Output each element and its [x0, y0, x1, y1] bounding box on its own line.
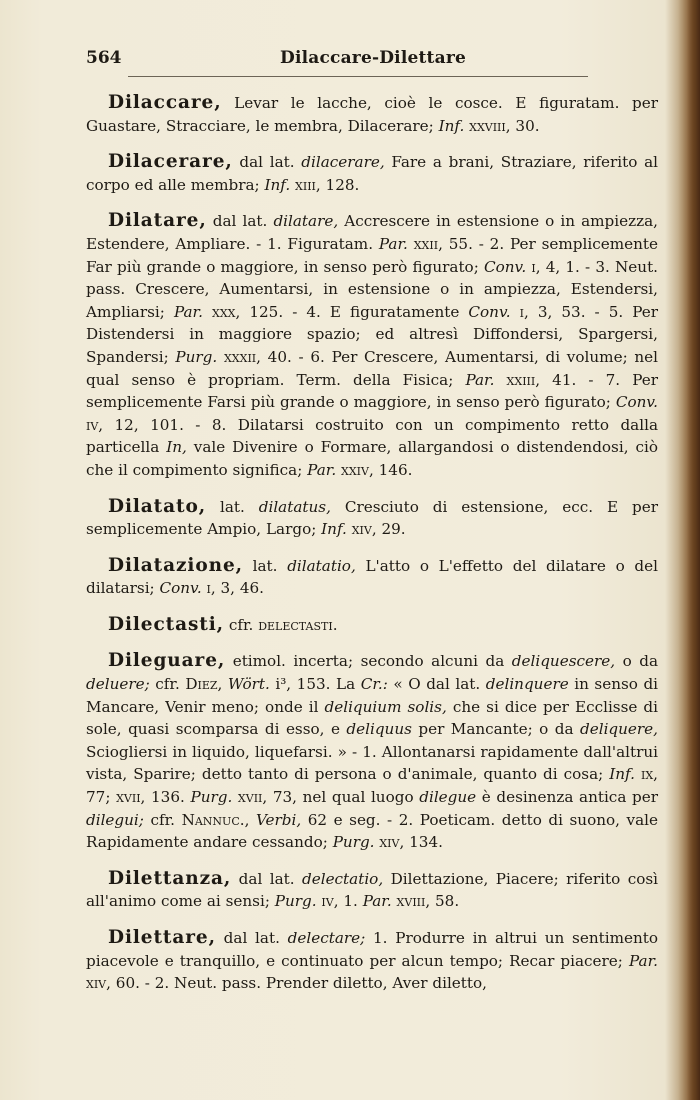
entry-text: Sciogliersi in liquido, liquefarsi. » - 1. Allontanarsi rapidamente dall'altrui vista, Sparire; detto tanto di persona o d'animale, quanto di cosa;: [86, 742, 658, 784]
entry-text: Levar le lacche, cioè le cosce. E figuratam. per Guastare, Stracciare, le membra, Dilacerare;: [86, 94, 658, 135]
entry-text: .: [332, 615, 338, 634]
citation-italic: Purg.: [190, 788, 233, 807]
dictionary-entry: [86, 496, 658, 541]
citation-italic: Purg.: [175, 347, 218, 366]
entry-text: « O dal lat.: [387, 675, 486, 694]
entry-text: [494, 371, 506, 389]
citation-numeral: xvii: [237, 788, 263, 807]
citation-numeral: xxxii: [223, 347, 257, 366]
entry-text: , 4, 1. - 3. Neut. pass. Crescere, Aumentarsi, in estensione o in ampiezza, Estendersi, Ampliarsi;: [86, 257, 659, 321]
entry-text: , 146.: [368, 460, 413, 479]
citation-italic: deliquium solis,: [324, 697, 447, 716]
citation-numeral: xxiii: [506, 370, 536, 389]
citation-italic: deliquus: [346, 720, 412, 739]
citation-italic: deluere;: [86, 675, 150, 694]
citation-numeral: xvii: [116, 788, 141, 807]
entry-text: , 128.: [315, 175, 360, 194]
entry-text: , 30.: [505, 116, 540, 135]
entry-text: per Mancante; o da: [411, 720, 580, 739]
entry-text: , 134.: [399, 833, 443, 852]
citation-italic: Par.: [362, 892, 392, 911]
citation-italic: Par.: [465, 370, 495, 389]
citation-numeral: Diez: [185, 675, 218, 694]
entry-headword: Dilectasti,: [108, 613, 224, 635]
citation-italic: delectare;: [287, 929, 366, 947]
entry-text: i³, 153. La: [269, 675, 361, 694]
running-title: Dilaccare-Dilettare: [280, 48, 466, 68]
dictionary-entry: [86, 614, 658, 637]
citation-numeral: xiv: [86, 974, 107, 993]
citation-italic: Wört.: [227, 675, 270, 694]
citation-numeral: xiv: [379, 833, 400, 852]
citation-italic: Inf.: [321, 520, 347, 539]
citation-italic: Verbi,: [255, 810, 302, 829]
entry-text: ,: [217, 675, 228, 694]
citation-italic: dilegue: [419, 788, 477, 807]
entry-text: , 125. - 4. E figuratamente: [235, 302, 469, 321]
dictionary-entry: [86, 151, 658, 196]
entry-text: , 58.: [425, 892, 460, 911]
entry-headword: Dilaccare,: [108, 92, 222, 113]
citation-italic: dilacerare,: [301, 153, 385, 172]
entry-text: è desinenza antica per: [476, 788, 658, 807]
entry-text: , 60. - 2. Neut. pass. Prender diletto, Aver diletto,: [106, 974, 487, 993]
entry-text: che si dice per Ecclisse di sole, quasi scomparsa di esso, e: [86, 697, 659, 739]
entry-text: [217, 348, 224, 366]
entry-headword: Dilatazione,: [108, 554, 243, 576]
entry-headword: Dilatato,: [108, 495, 207, 517]
entry-text: 1. Produrre in altrui un sentimento piacevole e tranquillo, e continuato per alcun tempo; Recar piacere;: [86, 929, 658, 970]
citation-italic: Conv.: [615, 393, 658, 412]
dictionary-entry: [86, 92, 658, 137]
entry-text: , 12, 101. - 8. Dilatarsi costruito con un compimento retto dalla particella: [86, 415, 658, 457]
citation-italic: Par.: [378, 234, 408, 253]
dictionary-entry: [86, 210, 658, 481]
citation-numeral: Nannuc.: [181, 810, 245, 829]
citation-numeral: xxiv: [341, 460, 369, 479]
citation-numeral: delectasti: [258, 615, 333, 634]
entry-text: L'atto o L'effetto del dilatare o del dilatarsi;: [86, 556, 658, 598]
entry-text: dal lat.: [232, 153, 302, 172]
entry-text: etimol. incerta; secondo alcuni da: [225, 652, 512, 671]
citation-numeral: xiv: [351, 520, 372, 539]
citation-italic: dilatatio,: [287, 556, 356, 575]
dictionary-entry: [86, 868, 658, 913]
dictionary-entry: [86, 650, 658, 853]
entry-text: , 41. - 7. Per semplicemente Farsi più grande o maggiore, in senso però figurato;: [86, 370, 659, 412]
citation-italic: Conv.: [484, 257, 527, 276]
citation-italic: Inf.: [609, 765, 635, 784]
entry-text: , 136.: [140, 788, 191, 807]
entry-text: [203, 303, 212, 321]
entry-text: , 55. - 2. Per semplicemente Far più grande o maggiore, in senso però figurato;: [86, 234, 659, 276]
entry-text: dal lat.: [231, 869, 302, 888]
citation-italic: dilegui;: [86, 810, 144, 829]
entry-text: 62 e seg. - 2. Poeticam. detto di suono, vale Rapidamente andare cessando;: [86, 810, 659, 852]
entry-text: cfr.: [143, 810, 182, 829]
citation-italic: Purg.: [332, 833, 375, 852]
entry-text: lat.: [206, 497, 259, 516]
citation-italic: Conv.: [468, 302, 511, 321]
entry-headword: Dilacerare,: [108, 151, 233, 173]
citation-italic: In,: [166, 438, 187, 457]
citation-numeral: xiii: [295, 175, 316, 194]
dictionary-body: [86, 92, 658, 1009]
page-number: 564: [86, 48, 122, 68]
entry-text: vale Divenire o Formare, allargandosi o distendendosi, ciò che il compimento significa;: [86, 438, 658, 479]
citation-italic: delinquere: [485, 675, 569, 694]
citation-numeral: xxviii: [469, 116, 506, 135]
citation-numeral: iv: [321, 892, 334, 911]
entry-headword: Dilettare,: [108, 927, 216, 948]
citation-italic: Cr.:: [360, 675, 388, 694]
citation-numeral: ix: [640, 765, 654, 784]
page-header: [86, 48, 660, 72]
citation-italic: Conv.: [159, 579, 202, 598]
entry-headword: Dilatare,: [108, 210, 207, 232]
entry-text: dal lat.: [206, 212, 274, 231]
citation-italic: dilatare,: [273, 212, 339, 231]
entry-headword: Dilettanza,: [108, 867, 232, 889]
citation-italic: Inf.: [438, 116, 465, 135]
citation-numeral: i: [206, 579, 211, 598]
entry-text: cfr.: [149, 675, 186, 694]
entry-text: in senso di Mancare, Venir meno; onde il: [86, 675, 659, 716]
entry-text: , 40. - 6. Per Crescere, Aumentarsi, di volume; nel qual senso è propriam. Term. della Fisica;: [86, 347, 659, 389]
citation-italic: Par.: [173, 302, 203, 321]
citation-numeral: xxii: [413, 234, 439, 253]
entry-text: , 73, nel qual luogo: [262, 788, 420, 807]
entry-text: cfr.: [224, 615, 259, 634]
dictionary-entry: [86, 555, 658, 600]
citation-numeral: i: [519, 302, 524, 321]
entry-text: Accrescere in estensione o in ampiezza, Estendere, Ampliare. - 1. Figuratam.: [86, 212, 659, 253]
citation-italic: Par.: [628, 951, 658, 970]
citation-italic: dilatatus,: [258, 497, 331, 516]
entry-text: o da: [615, 652, 658, 671]
citation-italic: deliquescere,: [511, 652, 616, 671]
citation-numeral: i: [531, 257, 536, 276]
citation-italic: Purg.: [274, 892, 317, 911]
citation-italic: Inf.: [264, 175, 291, 194]
entry-text: , 1.: [333, 892, 363, 911]
entry-text: lat.: [242, 556, 288, 575]
citation-italic: Par.: [307, 460, 337, 479]
dictionary-entry: [86, 927, 658, 995]
entry-headword: Dileguare,: [108, 650, 226, 672]
entry-text: Dilettazione, Piacere; riferito così all'animo come ai sensi;: [86, 869, 658, 911]
citation-numeral: xxx: [212, 302, 236, 321]
entry-text: , 29.: [371, 520, 406, 539]
entry-text: , 3, 46.: [210, 579, 264, 598]
entry-text: [511, 303, 520, 321]
citation-italic: delectatio,: [302, 869, 384, 888]
citation-italic: deliquere,: [580, 720, 658, 739]
entry-text: Fare a brani, Straziare, riferito al corpo ed alle membra;: [86, 153, 658, 194]
entry-text: ,: [244, 810, 256, 829]
citation-numeral: iv: [86, 415, 99, 434]
entry-text: dal lat.: [215, 929, 288, 947]
entry-text: Cresciuto di estensione, ecc. E per semplicemente Ampio, Largo;: [86, 497, 659, 539]
header-rule: [128, 76, 588, 77]
citation-numeral: xviii: [396, 892, 426, 911]
page-edge-shadow: [678, 0, 700, 1100]
entry-text: , 3, 53. - 5. Per Distendersi in maggiore spazio; ed altresì Diffondersi, Spargersi, Spandersi;: [86, 302, 659, 366]
entry-text: , 77;: [86, 765, 658, 807]
